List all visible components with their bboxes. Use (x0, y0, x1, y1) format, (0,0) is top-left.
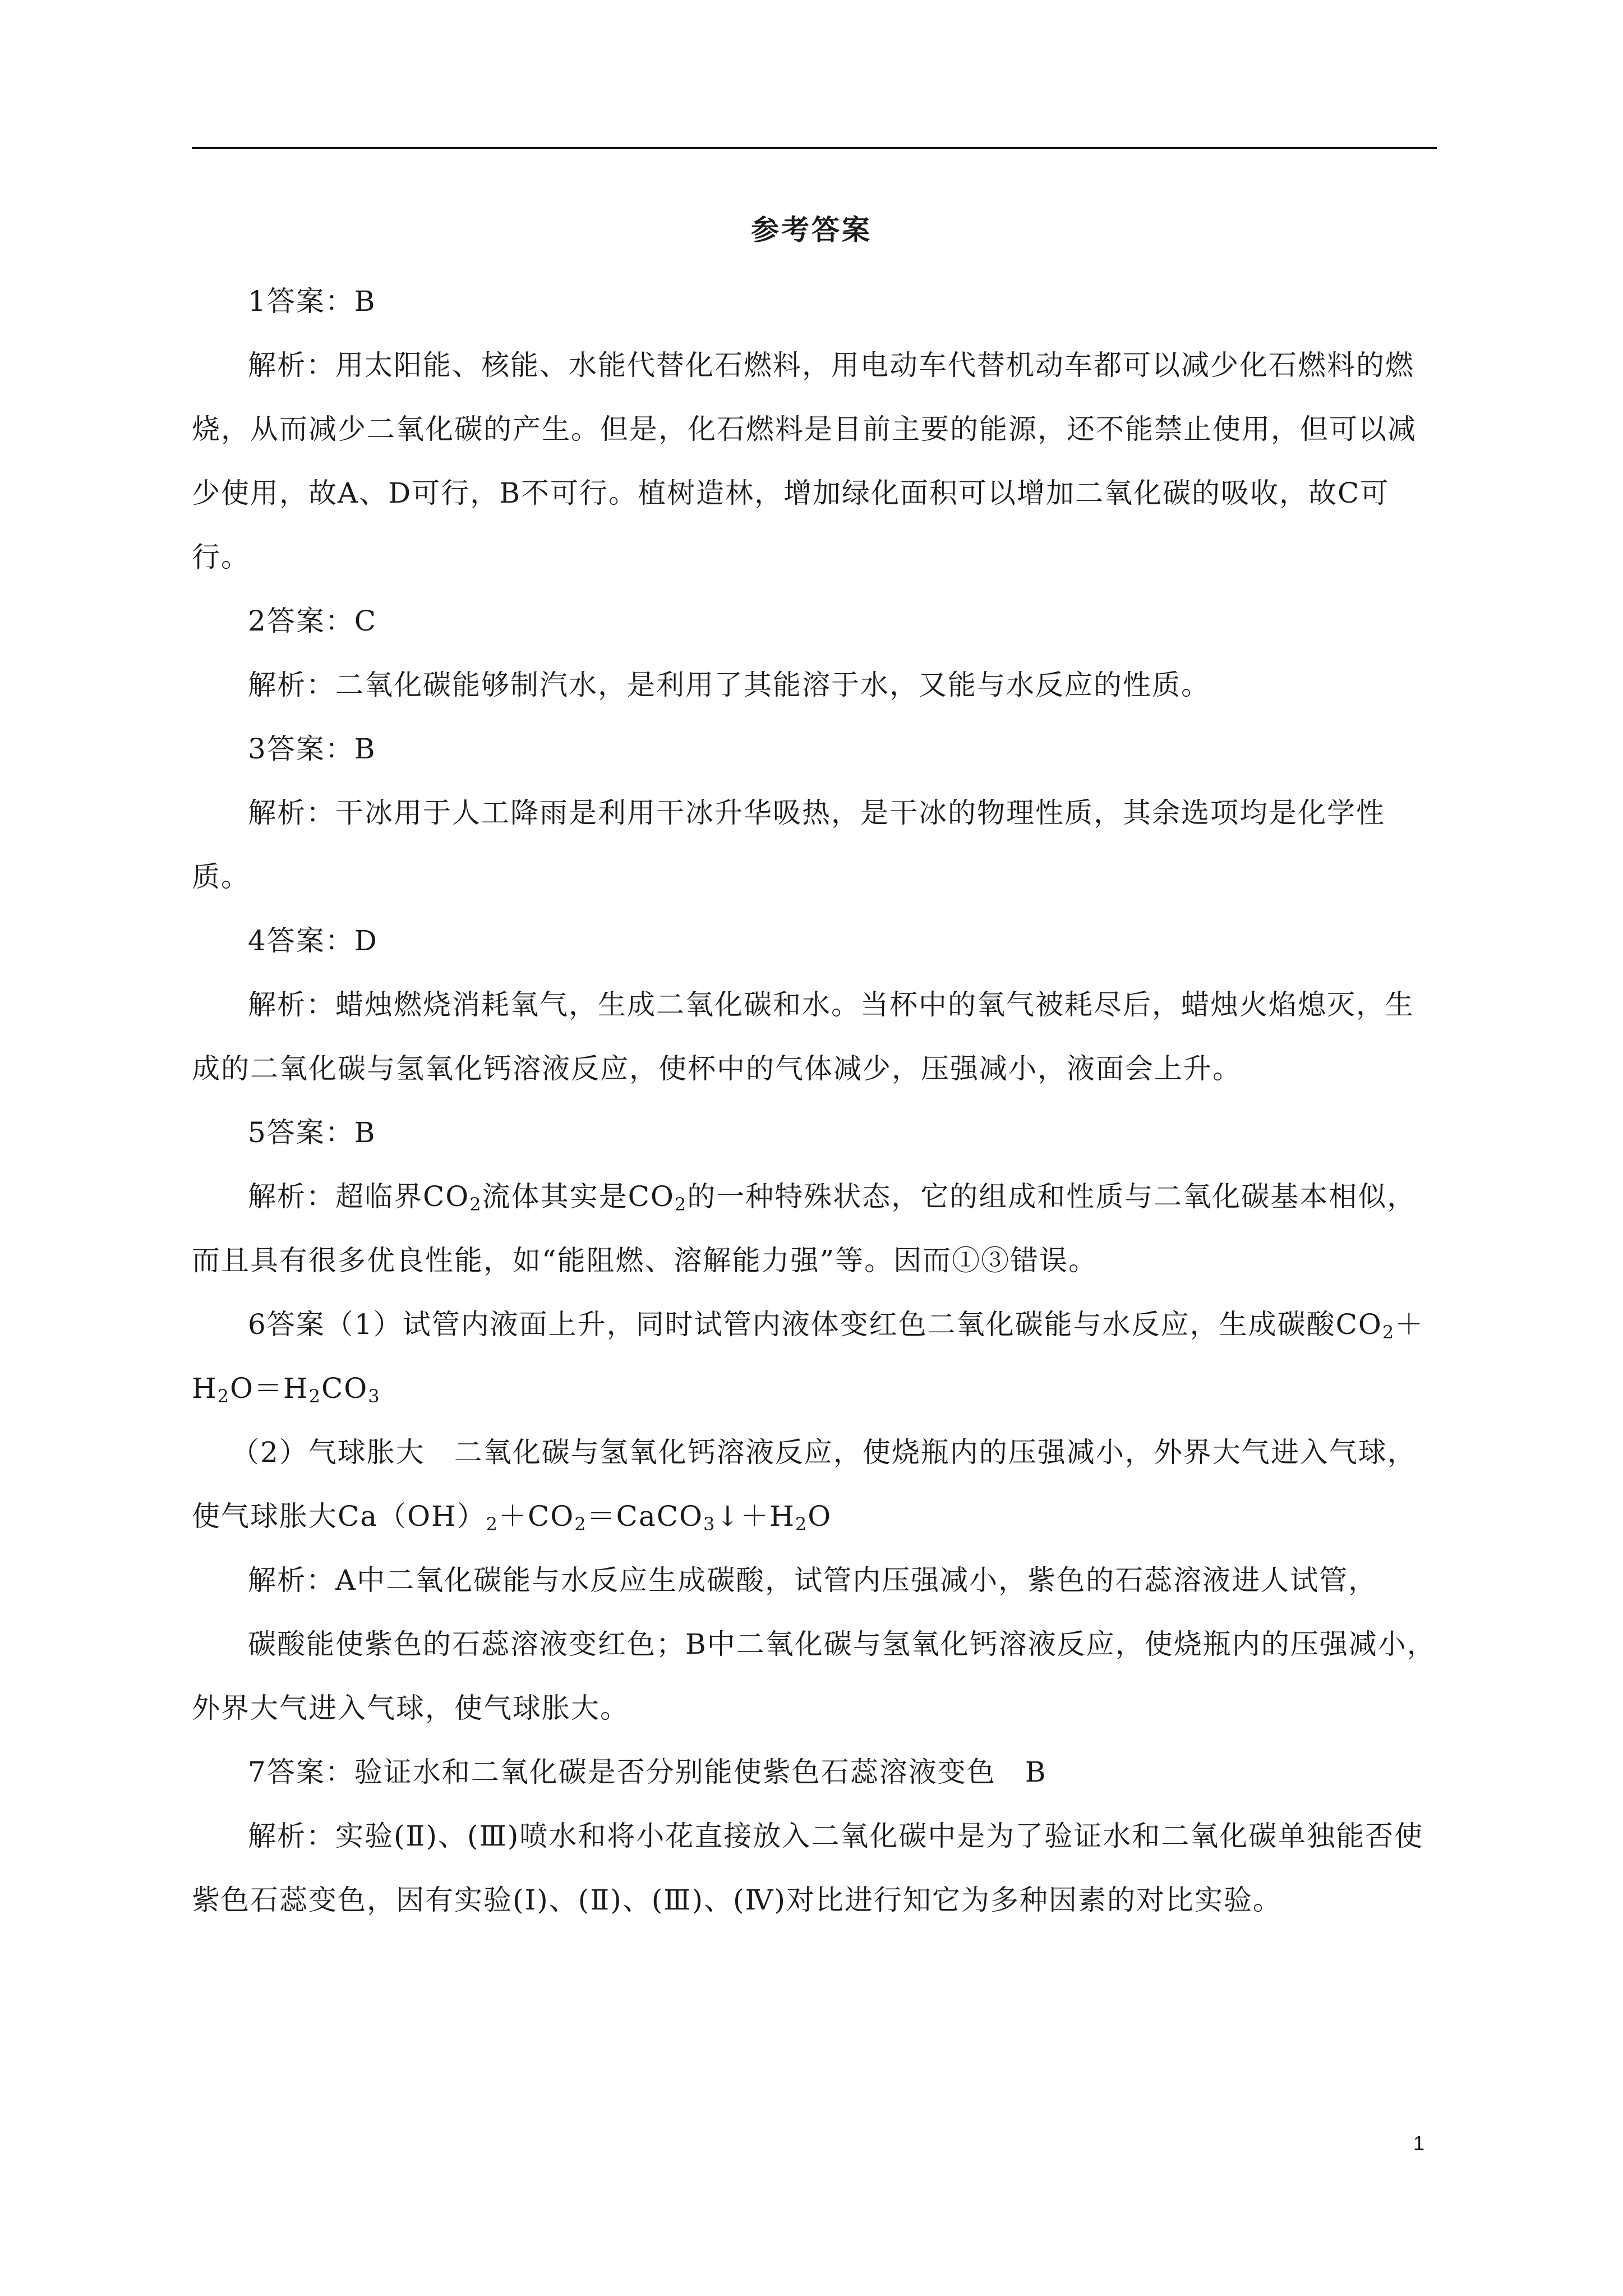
page-number: 1 (1413, 2132, 1425, 2155)
analysis-5: 解析：超临界$CO_2$流体其实是$CO_2$的一种特殊状态，它的组成和性质与二氧化碳基本相似，而且具有很多优良性能，如“能阻燃、溶解能力强”等。因而①③错误。 (192, 1180, 1417, 1277)
answer-3: 3答案：B (248, 733, 376, 765)
answer-2: 2答案：C (248, 605, 377, 637)
answer-5: 5答案：B (248, 1116, 376, 1149)
answer-6-part-2: （2）气球胀大 二氧化碳与氢氧化钙溶液反应，使烧瓶内的压强减小，外界大气进入气球，使气球胀大$Ca(OH)_2+CO_2=CaCO_3↓+H_2O$ (192, 1436, 1417, 1535)
analysis-7: 解析：实验(Ⅱ)、(Ⅲ)喷水和将小花直接放入二氧化碳中是为了验证水和二氧化碳单独能否使紫色石蕊变色，因有实验(Ⅰ)、(Ⅱ)、(Ⅲ)、(Ⅳ)对比进行知它为多种因素的对比实验。 (192, 1820, 1424, 1916)
answer-7: 7答案：验证水和二氧化碳是否分别能使紫色石蕊溶液变色 B (248, 1756, 1047, 1788)
analysis-3: 解析：干冰用于人工降雨是利用干冰升华吸热，是干冰的物理性质，其余选项均是化学性质。 (192, 797, 1385, 893)
analysis-4: 解析：蜡烛燃烧消耗氧气，生成二氧化碳和水。当杯中的氧气被耗尽后，蜡烛火焰熄灭，生成的二氧化碳与氢氧化钙溶液反应，使杯中的气体减少，压强减小，液面会上升。 (192, 988, 1414, 1085)
analysis-2: 解析：二氧化碳能够制汽水，是利用了其能溶于水，又能与水反应的性质。 (248, 669, 1210, 701)
analysis-6-line-2: 碳酸能使紫色的石蕊溶液变红色；B中二氧化碳与氢氧化钙溶液反应，使烧瓶内的压强减小，外界大气进入气球，使气球胀大。 (192, 1628, 1436, 1724)
page-title: 参考答案 (751, 214, 872, 246)
analysis-6-line-1: 解析：A中二氧化碳能与水反应生成碳酸，试管内压强减小，紫色的石蕊溶液进人试管， (248, 1564, 1378, 1596)
answer-1: 1答案：B (248, 285, 376, 318)
answer-4: 4答案：D (248, 924, 378, 957)
analysis-1: 解析：用太阳能、核能、水能代替化石燃料，用电动车代替机动车都可以减少化石燃料的燃烧，从而减少二氧化碳的产生。但是，化石燃料是目前主要的能源，还不能禁止使用，但可以减少使用，故A、D可行，B不可行。植树造林，增加绿化面积可以增加二氧化碳的吸收，故C可行。 (192, 349, 1417, 573)
answer-6-part-1: 6答案（1）试管内液面上升，同时试管内液体变红色二氧化碳能与水反应，生成碳酸$CO_2+H_2O=H_2CO_3$ (192, 1308, 1424, 1407)
header-rule (192, 147, 1437, 149)
answer-list (192, 269, 1438, 1932)
